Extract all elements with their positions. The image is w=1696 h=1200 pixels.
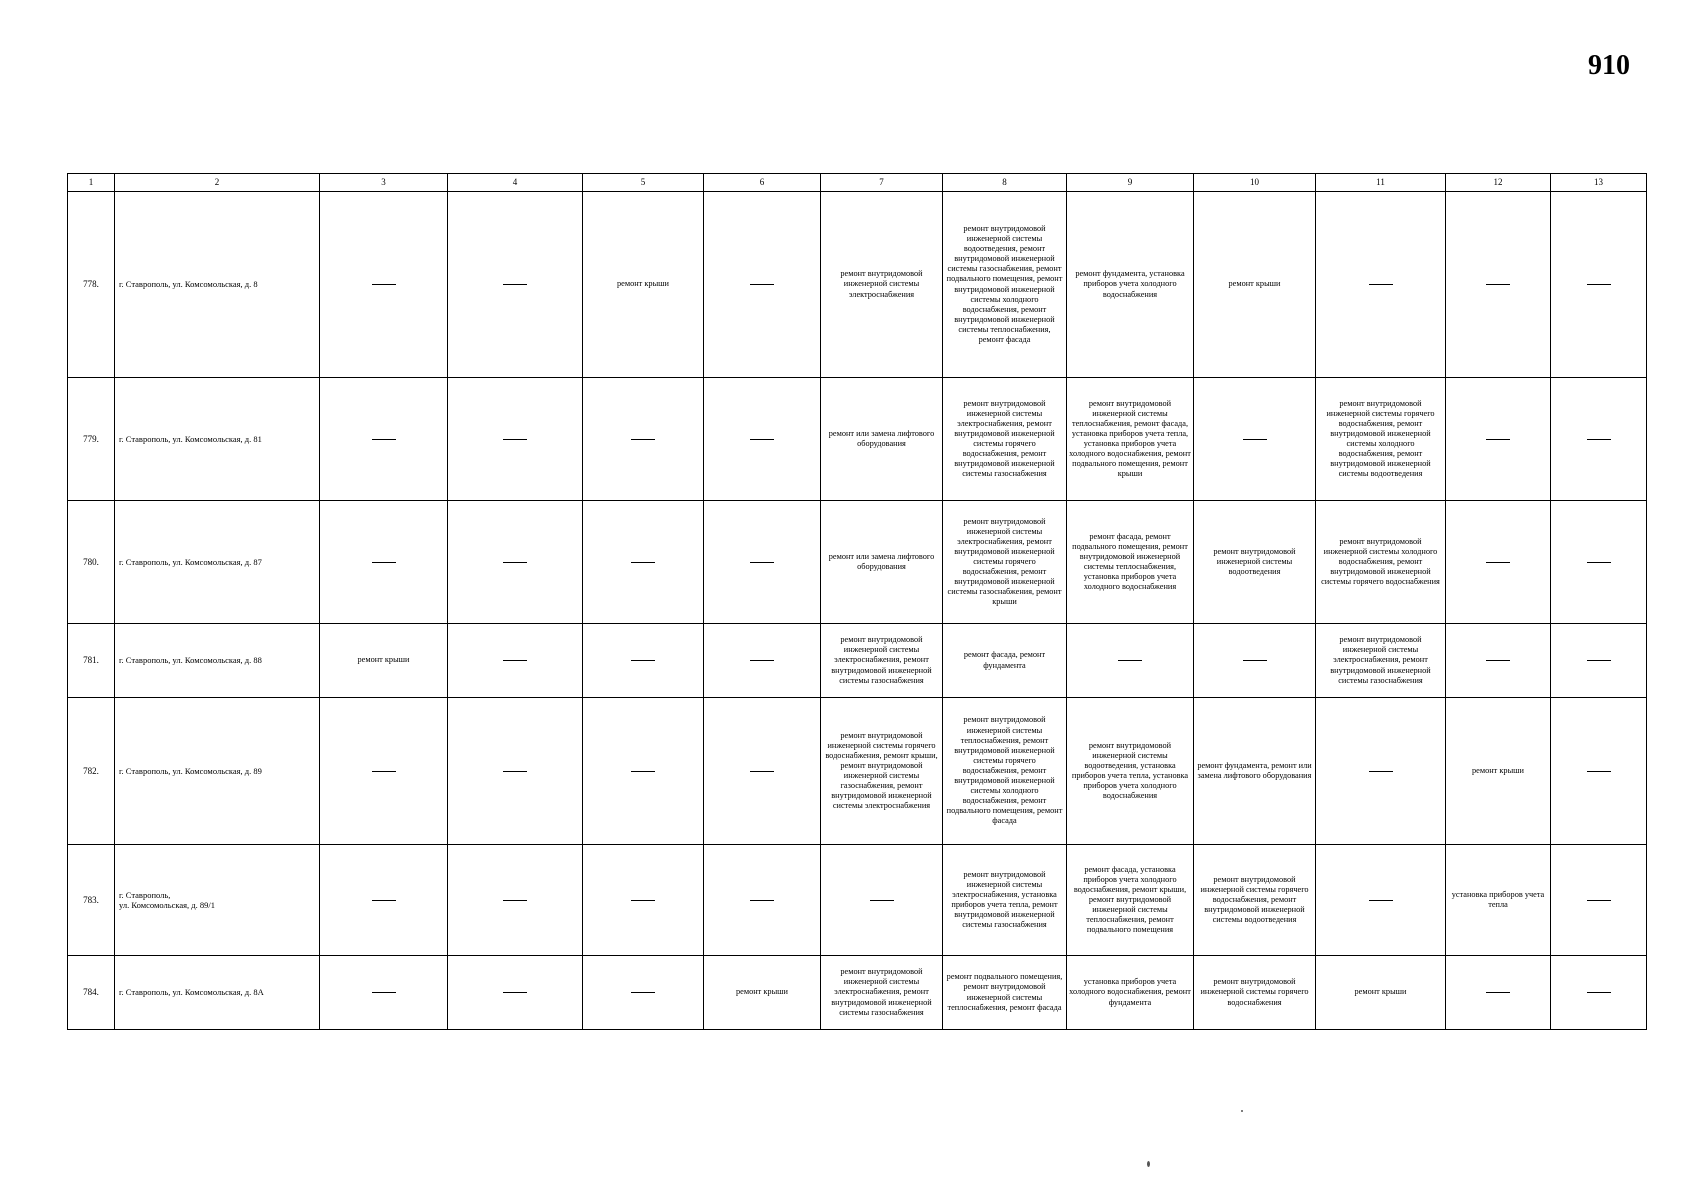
work-cell-col-8	[943, 845, 1067, 956]
work-cell-col-4	[448, 624, 583, 698]
work-cell-col-9	[1067, 192, 1194, 378]
empty-dash	[1118, 660, 1142, 661]
work-cell-col-5	[583, 845, 704, 956]
work-cell-col-12	[1446, 378, 1551, 501]
empty-dash	[1587, 284, 1611, 285]
empty-dash	[631, 562, 655, 563]
work-cell-col-3	[320, 956, 448, 1030]
work-cell-col-10	[1194, 192, 1316, 378]
work-cell-col-4	[448, 501, 583, 624]
empty-dash	[1486, 284, 1510, 285]
table-row	[68, 192, 1647, 378]
cell-text: ремонт подвального помещения, ремонт внутридомовой инженерной системы теплоснабжения, ремонт фасада	[946, 972, 1063, 1012]
empty-dash	[1486, 660, 1510, 661]
work-cell-col-12	[1446, 698, 1551, 845]
work-cell-col-8	[943, 192, 1067, 378]
cell-text: ремонт внутридомовой инженерной системы горячего водоснабжения, ремонт крыши, ремонт внутридомовой инженерной системы газоснабжения, ремонт внутридомовой инженерной системы электроснабжения	[825, 730, 938, 811]
scan-speck	[1147, 1161, 1150, 1167]
cell-text: ремонт крыши	[357, 655, 410, 665]
empty-dash	[503, 439, 527, 440]
cell-text: ремонт крыши	[1354, 987, 1407, 997]
empty-dash	[1587, 439, 1611, 440]
work-cell-col-11	[1316, 501, 1446, 624]
empty-dash	[631, 771, 655, 772]
empty-dash	[750, 562, 774, 563]
work-cell-col-7	[821, 956, 943, 1030]
work-cell-col-9	[1067, 624, 1194, 698]
work-cell-col-3	[320, 698, 448, 845]
work-cell-col-11	[1316, 192, 1446, 378]
column-number: 6	[704, 174, 821, 192]
cell-text: ремонт внутридомовой инженерной системы электроснабжения, ремонт внутридомовой инженерной системы горячего водоснабжения, ремонт внутридомовой инженерной системы газоснабжения, ремонт крыши	[947, 516, 1062, 607]
work-cell-col-10	[1194, 378, 1316, 501]
cell-text: установка приборов учета тепла	[1451, 889, 1545, 909]
cell-text: 784.	[83, 987, 99, 998]
column-number: 1	[68, 174, 115, 192]
work-cell-col-9	[1067, 956, 1194, 1030]
work-cell-col-11	[1316, 624, 1446, 698]
cell-text: ремонт внутридомовой инженерной системы водоотведения	[1213, 546, 1296, 577]
work-cell-col-3	[320, 378, 448, 501]
column-number: 2	[115, 174, 320, 192]
row-number-cell	[68, 698, 115, 845]
work-cell-col-13	[1551, 192, 1647, 378]
cell-text: ремонт внутридомовой инженерной системы водоотведения, установка приборов учета тепла, установка приборов учета холодного водоснабжения	[1071, 740, 1189, 801]
work-cell-col-12	[1446, 624, 1551, 698]
work-cell-col-10	[1194, 845, 1316, 956]
work-cell-col-5	[583, 698, 704, 845]
work-cell-col-9	[1067, 845, 1194, 956]
empty-dash	[870, 900, 894, 901]
empty-dash	[1587, 771, 1611, 772]
work-cell-col-13	[1551, 956, 1647, 1030]
work-cell-col-11	[1316, 378, 1446, 501]
work-cell-col-11	[1316, 698, 1446, 845]
empty-dash	[750, 660, 774, 661]
work-cell-col-9	[1067, 698, 1194, 845]
work-cell-col-6	[704, 192, 821, 378]
column-number: 12	[1446, 174, 1551, 192]
work-cell-col-9	[1067, 501, 1194, 624]
empty-dash	[372, 439, 396, 440]
cell-text: ремонт внутридомовой инженерной системы теплоснабжения, ремонт фасада, установка приборов учета тепла, установка приборов учета холодного водоснабжения, ремонт подвального помещения, ремонт крыши	[1069, 398, 1191, 479]
cell-text: 778.	[83, 279, 99, 290]
cell-text: ремонт фундамента, ремонт или замена лифтового оборудования	[1197, 760, 1312, 780]
address-text: г. Ставрополь, ул. Комсомольская, д. 89	[119, 765, 262, 776]
work-cell-col-3	[320, 624, 448, 698]
address-text: г. Ставрополь, ул. Комсомольская, д. 87	[119, 556, 262, 567]
work-cell-col-5	[583, 624, 704, 698]
work-cell-col-3	[320, 192, 448, 378]
work-cell-col-5	[583, 501, 704, 624]
work-cell-col-11	[1316, 956, 1446, 1030]
address-text: г. Ставрополь, ул. Комсомольская, д. 8	[119, 279, 258, 290]
work-cell-col-7	[821, 624, 943, 698]
cell-text: ремонт крыши	[617, 279, 669, 289]
address-cell	[115, 624, 320, 698]
work-cell-col-7	[821, 501, 943, 624]
empty-dash	[631, 439, 655, 440]
cell-text: 780.	[83, 556, 99, 567]
cell-text: ремонт внутридомовой инженерной системы водоотведения, ремонт внутридомовой инженерной системы газоснабжения, ремонт подвального помещения, ремонт внутридомовой инженерной системы холодного водоснабжения, ремонт внутридомовой инженерной системы теплоснабжения, ремонт фасада	[946, 223, 1063, 345]
work-cell-col-10	[1194, 624, 1316, 698]
empty-dash	[503, 900, 527, 901]
empty-dash	[631, 992, 655, 993]
work-cell-col-6	[704, 698, 821, 845]
address-cell	[115, 378, 320, 501]
address-text: г. Ставрополь, ул. Комсомольская, д. 8А	[119, 987, 264, 998]
cell-text: ремонт или замена лифтового оборудования	[828, 428, 935, 448]
address-text: г. Ставрополь, ул. Комсомольская, д. 81	[119, 433, 262, 444]
work-cell-col-6	[704, 378, 821, 501]
row-number-cell	[68, 845, 115, 956]
row-number-cell	[68, 192, 115, 378]
cell-text: ремонт внутридомовой инженерной системы горячего водоснабжения	[1200, 977, 1309, 1007]
work-cell-col-7	[821, 845, 943, 956]
address-text: г. Ставрополь,	[119, 889, 171, 900]
work-cell-col-4	[448, 698, 583, 845]
work-cell-col-12	[1446, 956, 1551, 1030]
work-cell-col-3	[320, 845, 448, 956]
column-number: 4	[448, 174, 583, 192]
work-cell-col-7	[821, 378, 943, 501]
scan-speck	[1241, 1110, 1243, 1112]
cell-text: ремонт внутридомовой инженерной системы электроснабжения, ремонт внутридомовой инженерной системы газоснабжения	[831, 967, 932, 1017]
column-number: 3	[320, 174, 448, 192]
work-cell-col-6	[704, 624, 821, 698]
empty-dash	[750, 900, 774, 901]
row-number-cell	[68, 624, 115, 698]
table-row	[68, 624, 1647, 698]
work-cell-col-4	[448, 956, 583, 1030]
work-cell-col-8	[943, 378, 1067, 501]
empty-dash	[1587, 660, 1611, 661]
work-cell-col-4	[448, 192, 583, 378]
address-text: г. Ставрополь, ул. Комсомольская, д. 88	[119, 655, 262, 666]
address-cell	[115, 501, 320, 624]
cell-text: ремонт фасада, установка приборов учета холодного водоснабжения, ремонт крыши, ремонт внутридомовой инженерной системы теплоснабжения, ремонт подвального помещения	[1073, 864, 1187, 935]
work-cell-col-10	[1194, 501, 1316, 624]
cell-text: ремонт внутридомовой инженерной системы электроснабжения, установка приборов учета тепла, ремонт внутридомовой инженерной системы газоснабжения	[951, 869, 1058, 930]
cell-text: ремонт внутридомовой инженерной системы электроснабжения, ремонт внутридомовой инженерной системы горячего водоснабжения, ремонт внутридомовой инженерной системы газоснабжения	[954, 398, 1055, 479]
empty-dash	[372, 900, 396, 901]
address-cell	[115, 845, 320, 956]
cell-text: ремонт фасада, ремонт фундамента	[963, 650, 1046, 670]
cell-text: установка приборов учета холодного водоснабжения, ремонт фундамента	[1069, 977, 1191, 1007]
empty-dash	[372, 284, 396, 285]
cell-text: ремонт внутридомовой инженерной системы электроснабжения, ремонт внутридомовой инженерной системы газоснабжения	[1330, 635, 1431, 685]
work-cell-col-5	[583, 956, 704, 1030]
cell-text: ремонт крыши	[736, 987, 788, 997]
work-cell-col-4	[448, 378, 583, 501]
row-number-cell	[68, 501, 115, 624]
work-cell-col-8	[943, 624, 1067, 698]
work-cell-col-5	[583, 378, 704, 501]
address-cell	[115, 698, 320, 845]
empty-dash	[372, 562, 396, 563]
empty-dash	[1243, 439, 1267, 440]
empty-dash	[1587, 900, 1611, 901]
empty-dash	[1369, 900, 1393, 901]
work-cell-col-6	[704, 845, 821, 956]
work-cell-col-9	[1067, 378, 1194, 501]
empty-dash	[1486, 992, 1510, 993]
work-cell-col-4	[448, 845, 583, 956]
column-number: 9	[1067, 174, 1194, 192]
cell-text: ремонт крыши	[1472, 765, 1524, 775]
row-number-cell	[68, 956, 115, 1030]
row-number-cell	[68, 378, 115, 501]
work-cell-col-10	[1194, 956, 1316, 1030]
work-cell-col-12	[1446, 501, 1551, 624]
empty-dash	[750, 284, 774, 285]
cell-text: ремонт внутридомовой инженерной системы электроснабжения	[840, 269, 923, 299]
work-cell-col-6	[704, 501, 821, 624]
work-cell-col-7	[821, 698, 943, 845]
empty-dash	[631, 660, 655, 661]
work-cell-col-6	[704, 956, 821, 1030]
work-cell-col-12	[1446, 192, 1551, 378]
work-cell-col-13	[1551, 698, 1647, 845]
table-row	[68, 378, 1647, 501]
work-cell-col-13	[1551, 378, 1647, 501]
cell-text: ремонт крыши	[1228, 279, 1281, 289]
repair-schedule-table	[67, 173, 1647, 1030]
cell-text: ремонт фундамента, установка приборов учета холодного водоснабжения	[1075, 269, 1185, 299]
empty-dash	[503, 660, 527, 661]
empty-dash	[1369, 284, 1393, 285]
empty-dash	[1587, 992, 1611, 993]
cell-text: ремонт фасада, ремонт подвального помещения, ремонт внутридомовой инженерной системы теплоснабжения, установка приборов учета холодного водоснабжения	[1072, 531, 1188, 592]
page-number: 910	[1588, 50, 1630, 81]
empty-dash	[503, 562, 527, 563]
table-row	[68, 956, 1647, 1030]
cell-text: ремонт или замена лифтового оборудования	[828, 551, 935, 571]
work-cell-col-13	[1551, 624, 1647, 698]
table-row	[68, 845, 1647, 956]
empty-dash	[750, 771, 774, 772]
empty-dash	[503, 284, 527, 285]
cell-text: ремонт внутридомовой инженерной системы горячего водоснабжения, ремонт внутридомовой инженерной системы водоотведения	[1200, 874, 1309, 925]
cell-text: 781.	[83, 655, 99, 666]
work-cell-col-12	[1446, 845, 1551, 956]
work-cell-col-8	[943, 501, 1067, 624]
empty-dash	[503, 771, 527, 772]
cell-text: ремонт внутридомовой инженерной системы горячего водоснабжения, ремонт внутридомовой инженерной системы холодного водоснабжения, ремонт внутридомовой инженерной системы водоотведения	[1326, 398, 1435, 479]
cell-text: ремонт внутридомовой инженерной системы холодного водоснабжения, ремонт внутридомовой инженерной системы горячего водоснабжения	[1321, 536, 1440, 587]
cell-text: ремонт внутридомовой инженерной системы теплоснабжения, ремонт внутридомовой инженерной системы горячего водоснабжения, ремонт внутридомовой инженерной системы холодного водоснабжения, ремонт подвального помещения, ремонт фасада	[946, 715, 1063, 826]
address-cell	[115, 192, 320, 378]
empty-dash	[372, 771, 396, 772]
cell-text: 783.	[83, 894, 99, 905]
column-number: 11	[1316, 174, 1446, 192]
work-cell-col-10	[1194, 698, 1316, 845]
column-number: 7	[821, 174, 943, 192]
empty-dash	[503, 992, 527, 993]
work-cell-col-7	[821, 192, 943, 378]
empty-dash	[1486, 439, 1510, 440]
work-cell-col-3	[320, 501, 448, 624]
cell-text: 782.	[83, 765, 99, 776]
address-text-line2: ул. Комсомольская, д. 89/1	[119, 900, 215, 910]
column-number-row	[68, 174, 1647, 192]
empty-dash	[1369, 771, 1393, 772]
column-number: 10	[1194, 174, 1316, 192]
empty-dash	[631, 900, 655, 901]
empty-dash	[750, 439, 774, 440]
empty-dash	[1243, 660, 1267, 661]
work-cell-col-13	[1551, 845, 1647, 956]
table-row	[68, 501, 1647, 624]
column-number: 13	[1551, 174, 1647, 192]
column-number: 8	[943, 174, 1067, 192]
column-number: 5	[583, 174, 704, 192]
empty-dash	[372, 992, 396, 993]
empty-dash	[1486, 562, 1510, 563]
table-row	[68, 698, 1647, 845]
work-cell-col-8	[943, 698, 1067, 845]
work-cell-col-5	[583, 192, 704, 378]
work-cell-col-13	[1551, 501, 1647, 624]
empty-dash	[1587, 562, 1611, 563]
address-cell	[115, 956, 320, 1030]
work-cell-col-11	[1316, 845, 1446, 956]
cell-text: ремонт внутридомовой инженерной системы электроснабжения, ремонт внутридомовой инженерной системы газоснабжения	[831, 635, 932, 685]
work-cell-col-8	[943, 956, 1067, 1030]
cell-text: 779.	[83, 433, 99, 444]
